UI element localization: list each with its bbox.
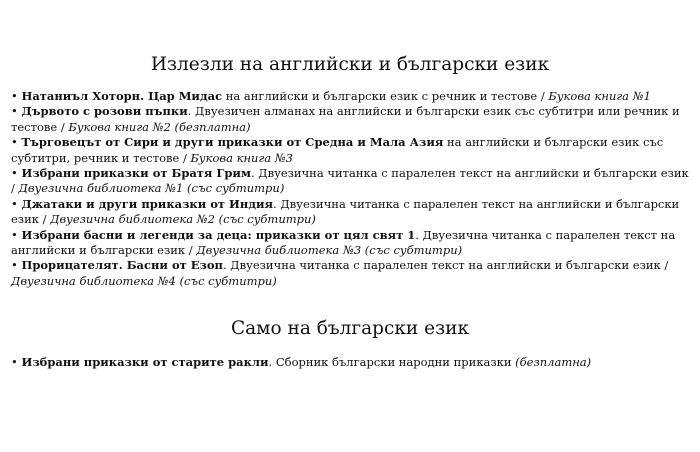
bullet: • (11, 196, 18, 211)
book-series: Букова книга №2 (безплатна) (68, 119, 251, 134)
list-item (11, 89, 691, 104)
book-series: Двуезична библиотека №4 (със субтитри) (11, 273, 277, 288)
book-description: . Двуезична читанка с паралелен текст на английски и български език / (11, 196, 680, 227)
book-description: на английски и български език с речник и тестове / (222, 89, 549, 103)
bullet: • (11, 227, 18, 242)
book-title-link[interactable]: Търговецът от Сири и други приказки от Средна и Мала Азия (21, 135, 444, 150)
section-title-bulgarian-only: Само на български език (230, 318, 470, 339)
book-title-link[interactable]: Избрани приказки от старите ракли (21, 355, 269, 369)
list-item (11, 197, 691, 228)
book-description: . Двуезичен алманах на английски и български език със субтитри или речник и тестове / (11, 104, 680, 134)
bullet: • (11, 166, 18, 181)
list-item (11, 104, 691, 135)
book-series: Букова книга №3 (190, 150, 293, 165)
book-title-link[interactable]: Джатаки и други приказки от Индия (21, 196, 274, 211)
list-item (11, 228, 691, 259)
book-series: Двуезична библиотека №1 (със субтитри) (18, 181, 285, 196)
list-item (11, 355, 691, 370)
book-title-link[interactable]: Дървото с розови пъпки (21, 104, 188, 119)
section-title-bilingual: Излезли на английски и български език (150, 54, 550, 75)
book-title-link[interactable]: Натаниъл Хоторн. Цар Мидас (21, 89, 223, 103)
book-description: . Двуезична читанка с паралелен текст на английски и български език / (11, 166, 689, 196)
book-series: (безплатна) (515, 355, 592, 369)
bullet: • (11, 258, 18, 273)
list-item (11, 258, 691, 289)
book-title-link[interactable]: Прорицателят. Басни от Езоп (21, 258, 223, 273)
book-description: . Двуезична читанка с паралелен текст на английски и български език / (222, 258, 669, 273)
bulgarian-books-list (11, 355, 691, 370)
book-series: Двуезична библиотека №3 (със субтитри) (196, 243, 463, 258)
book-title-link[interactable]: Избрани басни и легенди за деца: приказки от цял свят 1 (21, 227, 416, 242)
list-item (11, 166, 691, 197)
bullet: • (11, 355, 18, 369)
bilingual-books-list (11, 89, 691, 289)
bullet: • (11, 135, 18, 150)
book-description: . Сборник български народни приказки (268, 355, 516, 369)
book-description: на английски и български език със субтитри, речник и тестове / (11, 135, 664, 165)
book-title-link[interactable]: Избрани приказки от Братя Грим (21, 166, 251, 181)
list-item (11, 135, 691, 166)
book-series: Двуезична библиотека №2 (със субтитри) (50, 212, 316, 227)
book-description: . Двуезична читанка с паралелен текст на английски и български език / (11, 227, 676, 258)
bullet: • (11, 89, 18, 103)
bullet: • (11, 104, 18, 119)
book-series: Букова книга №1 (548, 89, 651, 103)
